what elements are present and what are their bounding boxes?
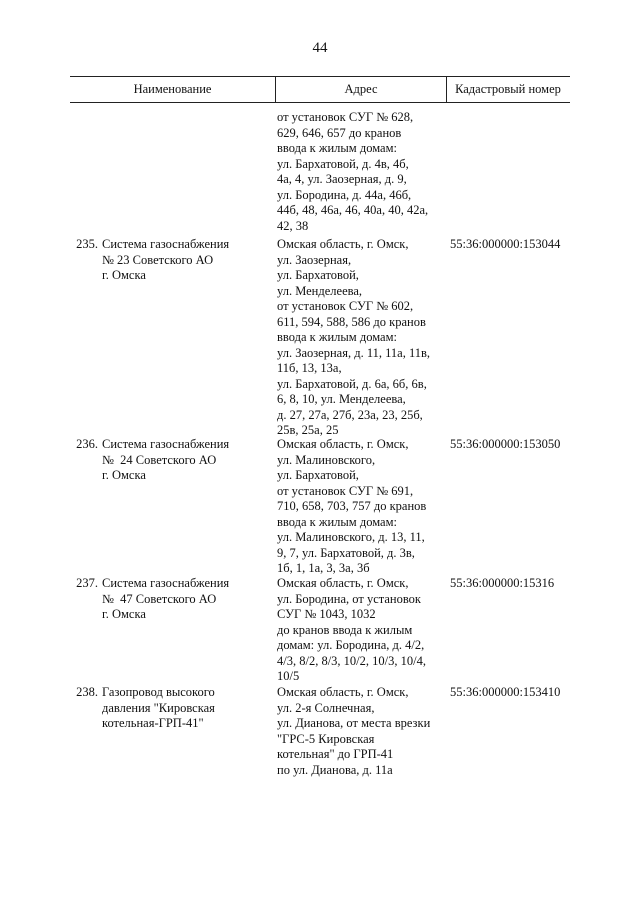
- name-line: давления "Кировская: [102, 700, 215, 715]
- entry-name: [102, 437, 272, 484]
- address-line: 611, 594, 588, 586 до кранов: [277, 314, 426, 329]
- name-line: № 24 Советского АО: [102, 452, 217, 467]
- address-line: 710, 658, 703, 757 до кранов: [277, 499, 427, 513]
- cadastral-number: 55:36:000000:153410: [450, 685, 561, 699]
- entry-number: 236.: [76, 437, 98, 451]
- address-line: СУГ № 1043, 1032: [277, 607, 376, 621]
- address-line: 6, 8, 10, ул. Менделеева,: [277, 392, 406, 406]
- name-line: Система газоснабжения: [102, 437, 230, 451]
- cadastral-number: 55:36:000000:153050: [450, 437, 561, 451]
- address-line: от установок СУГ № 602,: [277, 299, 414, 313]
- address-line: 4а, 4, ул. Заозерная, д. 9,: [277, 172, 407, 186]
- name-line: № 47 Советского АО: [102, 591, 217, 606]
- header-cadastral: Кадастровый номер: [455, 82, 561, 96]
- address-line: ввода к жилым домам:: [277, 141, 397, 155]
- address-line: 11б, 13, 13а,: [277, 361, 342, 375]
- address-line: ул. Заозерная,: [277, 252, 352, 267]
- address-line: "ГРС-5 Кировская: [277, 731, 375, 746]
- address-line: 1б, 1, 1а, 3, 3а, 3б: [277, 561, 370, 575]
- address-line: ул. 2-я Солнечная,: [277, 700, 375, 715]
- page-number: 44: [312, 40, 328, 56]
- address-line: ул. Дианова, от места врезки: [277, 716, 431, 730]
- address-line: домам: ул. Бородина, д. 4/2,: [277, 638, 425, 652]
- continuation-address: [277, 110, 428, 234]
- name-line: Система газоснабжения: [102, 237, 230, 251]
- address-line: ул. Бородина, д. 44а, 46б,: [277, 187, 412, 202]
- address-line: 42, 38: [277, 218, 309, 233]
- address-line: 9, 7, ул. Бархатовой, д. 3в,: [277, 545, 415, 560]
- address-line: ввода к жилым домам:: [277, 330, 397, 344]
- address-line: Омская область, г. Омск,: [277, 576, 409, 590]
- entry-address: [277, 437, 447, 577]
- address-line: по ул. Дианова, д. 11а: [277, 762, 393, 777]
- address-line: д. 27, 27а, 27б, 23а, 23, 25б,: [277, 407, 423, 422]
- entry-number: 237.: [76, 576, 98, 590]
- cadastral-number: 55:36:000000:153044: [450, 237, 561, 251]
- header-address: Адрес: [275, 77, 447, 102]
- address-line: Омская область, г. Омск,: [277, 237, 409, 251]
- name-line: Система газоснабжения: [102, 576, 230, 590]
- name-line: г. Омска: [102, 468, 146, 482]
- name-line: г. Омска: [102, 268, 146, 282]
- address-line: ул. Менделеева,: [277, 283, 363, 298]
- name-line: Газопровод высокого: [102, 685, 215, 699]
- entry-name: [102, 237, 272, 284]
- address-line: 4/3, 8/2, 8/3, 10/2, 10/3, 10/4,: [277, 653, 426, 668]
- address-line: ул. Бархатовой,: [277, 468, 359, 482]
- address-line: 25в, 25а, 25: [277, 423, 339, 437]
- entry-number: 238.: [76, 685, 98, 699]
- address-line: 10/5: [277, 669, 300, 683]
- address-line: от установок СУГ № 628,: [277, 110, 414, 124]
- address-line: Омская область, г. Омск,: [277, 685, 409, 699]
- address-line: ул. Малиновского, д. 13, 11,: [277, 530, 425, 544]
- table-header: [70, 76, 570, 103]
- address-line: ул. Бородина, от установок: [277, 591, 422, 606]
- entry-address: [277, 576, 447, 685]
- entry-address: [277, 685, 447, 778]
- address-line: ул. Заозерная, д. 11, 11а, 11в,: [277, 345, 431, 360]
- address-line: ул. Бархатовой, д. 6а, 6б, 6в,: [277, 376, 427, 391]
- header-name: Наименование: [133, 82, 212, 96]
- address-line: ул. Малиновского,: [277, 452, 376, 467]
- address-line: от установок СУГ № 691,: [277, 483, 414, 498]
- entry-address: [277, 237, 447, 439]
- entry-number: 235.: [76, 237, 98, 251]
- entry-name: [102, 685, 272, 732]
- address-line: котельная" до ГРП-41: [277, 747, 394, 761]
- address-line: ввода к жилым домам:: [277, 514, 397, 529]
- address-line: Омская область, г. Омск,: [277, 437, 409, 451]
- address-line: до кранов ввода к жилым: [277, 622, 413, 637]
- address-line: ул. Бархатовой,: [277, 268, 359, 282]
- cadastral-number: 55:36:000000:15316: [450, 576, 555, 590]
- name-line: г. Омска: [102, 607, 146, 621]
- name-line: котельная-ГРП-41": [102, 716, 204, 730]
- address-line: ул. Бархатовой, д. 4в, 4б,: [277, 156, 409, 171]
- address-line: 629, 646, 657 до кранов: [277, 125, 402, 140]
- address-line: 44б, 48, 46а, 46, 40а, 40, 42а,: [277, 203, 429, 217]
- entry-name: [102, 576, 272, 623]
- name-line: № 23 Советского АО: [102, 252, 214, 267]
